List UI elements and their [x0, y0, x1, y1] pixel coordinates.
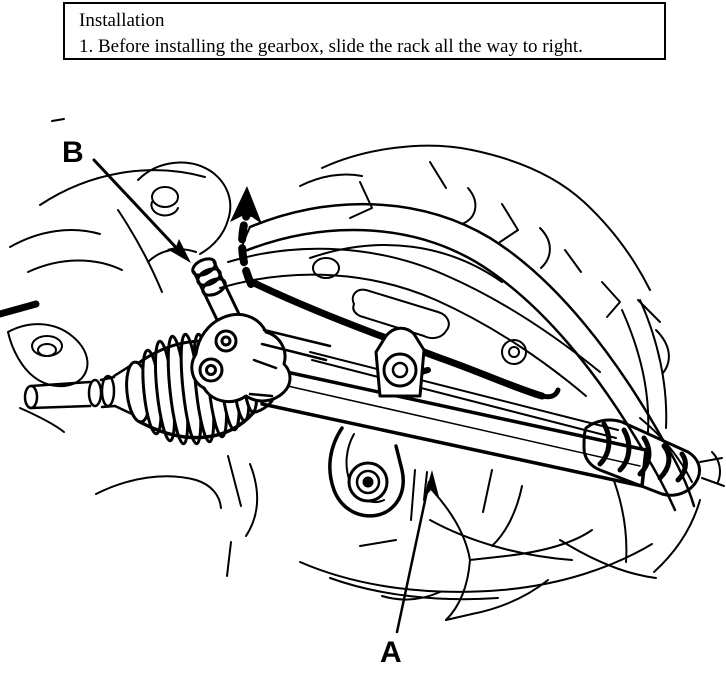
instruction-title: Installation — [79, 10, 165, 31]
up-arrow-dashed-icon — [230, 186, 262, 284]
mounting-bracket-lower — [330, 428, 403, 516]
callout-a-label: A — [380, 636, 402, 669]
mounting-bracket-upper — [376, 328, 424, 396]
tie-rod-end — [25, 366, 132, 414]
steering-rack-tube — [262, 352, 646, 486]
callout-b — [62, 136, 191, 263]
instruction-step-1: 1. Before installing the gearbox, slide the rack all the way to right. — [79, 36, 583, 57]
callout-b-label: B — [62, 136, 84, 169]
